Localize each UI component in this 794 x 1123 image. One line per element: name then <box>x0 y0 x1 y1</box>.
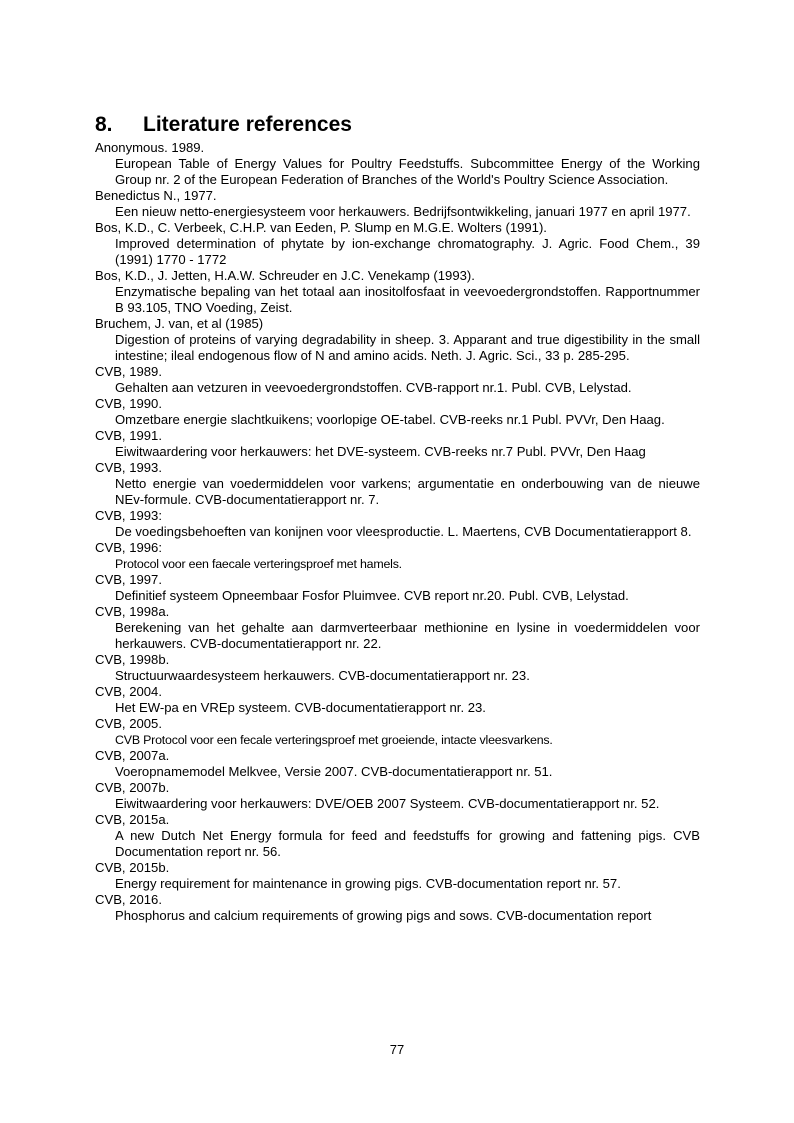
reference-entry <box>95 268 700 316</box>
reference-author: CVB, 2007b. <box>95 780 170 795</box>
section-number: 8. <box>95 113 113 136</box>
reference-author: CVB, 1993. <box>95 460 162 475</box>
reference-title: Digestion of proteins of varying degradability in sheep. 3. Apparant and true digestibility in the small intestine; ileal endogenous flow of N and amino acids. Neth. J. Agric. Sci., 33 p. 285-295. <box>115 332 700 363</box>
reference-author: Bos, K.D., J. Jetten, H.A.W. Schreuder en J.C. Venekamp (1993). <box>95 268 475 283</box>
reference-author: CVB, 1998a. <box>95 604 170 619</box>
reference-entry <box>95 604 700 652</box>
reference-title: European Table of Energy Values for Poultry Feedstuffs. Subcommittee Energy of the Working Group nr. 2 of the European Federation of Branches of the World's Poultry Science Association. <box>115 156 700 187</box>
reference-entry <box>95 780 700 812</box>
reference-title: Eiwitwaardering voor herkauwers: het DVE-systeem. CVB-reeks nr.7 Publ. PVVr, Den Haag <box>115 444 646 459</box>
reference-title: Structuurwaardesysteem herkauwers. CVB-documentatierapport nr. 23. <box>115 668 530 683</box>
reference-title: Improved determination of phytate by ion-exchange chromatography. J. Agric. Food Chem., 39 (1991) 1770 - 1772 <box>115 236 700 267</box>
reference-title: CVB Protocol voor een fecale verteringsproef met groeiende, intacte vleesvarkens. <box>115 733 553 747</box>
reference-entry <box>95 684 700 716</box>
reference-entry <box>95 892 700 924</box>
section-title: Literature references <box>143 113 352 136</box>
reference-author: CVB, 1991. <box>95 428 162 443</box>
reference-entry <box>95 812 700 860</box>
reference-author: Benedictus N., 1977. <box>95 188 217 203</box>
reference-title: Het EW-pa en VREp systeem. CVB-documentatierapport nr. 23. <box>115 700 486 715</box>
reference-author: CVB, 1997. <box>95 572 162 587</box>
reference-title: Phosphorus and calcium requirements of growing pigs and sows. CVB-documentation report <box>115 908 652 923</box>
reference-title: Netto energie van voedermiddelen voor varkens; argumentatie en onderbouwing van de nieuwe NEv-formule. CVB-documentatierapport nr. 7. <box>115 476 700 507</box>
reference-list <box>95 140 700 924</box>
reference-author: CVB, 2005. <box>95 716 162 731</box>
reference-title: Omzetbare energie slachtkuikens; voorlopige OE-tabel. CVB-reeks nr.1 Publ. PVVr, Den Haag. <box>115 412 665 427</box>
reference-entry <box>95 460 700 508</box>
reference-author: CVB, 2016. <box>95 892 162 907</box>
reference-entry <box>95 652 700 684</box>
reference-title: A new Dutch Net Energy formula for feed and feedstuffs for growing and fattening pigs. CVB Documentation report nr. 56. <box>115 828 700 859</box>
reference-title: Enzymatische bepaling van het totaal aan inositolfosfaat in veevoedergrondstoffen. Rapportnummer B 93.105, TNO Voeding, Zeist. <box>115 284 700 315</box>
reference-entry <box>95 428 700 460</box>
reference-title: Berekening van het gehalte aan darmverteerbaar methionine en lysine in voedermiddelen voor herkauwers. CVB-documentatierapport nr. 22. <box>115 620 700 651</box>
reference-title: De voedingsbehoeften van konijnen voor vleesproductie. L. Maertens, CVB Documentatierapport 8. <box>115 524 692 539</box>
reference-author: CVB, 1989. <box>95 364 162 379</box>
reference-title: Gehalten aan vetzuren in veevoedergrondstoffen. CVB-rapport nr.1. Publ. CVB, Lelystad. <box>115 380 632 395</box>
reference-author: CVB, 1996: <box>95 540 162 555</box>
reference-entry <box>95 364 700 396</box>
reference-entry <box>95 140 700 188</box>
reference-entry <box>95 188 700 220</box>
reference-entry <box>95 540 700 572</box>
reference-title: Voeropnamemodel Melkvee, Versie 2007. CVB-documentatierapport nr. 51. <box>115 764 553 779</box>
reference-title: Definitief systeem Opneembaar Fosfor Pluimvee. CVB report nr.20. Publ. CVB, Lelystad. <box>115 588 629 603</box>
reference-author: CVB, 1998b. <box>95 652 170 667</box>
reference-author: Anonymous. 1989. <box>95 140 205 155</box>
reference-author: CVB, 1993: <box>95 508 162 523</box>
reference-title: Protocol voor een faecale verteringsproef met hamels. <box>115 557 402 571</box>
reference-author: Bos, K.D., C. Verbeek, C.H.P. van Eeden, P. Slump en M.G.E. Wolters (1991). <box>95 220 547 235</box>
reference-entry <box>95 860 700 892</box>
reference-entry <box>95 316 700 364</box>
reference-author: Bruchem, J. van, et al (1985) <box>95 316 264 331</box>
reference-entry <box>95 716 700 748</box>
reference-author: CVB, 2015b. <box>95 860 170 875</box>
reference-entry <box>95 572 700 604</box>
reference-entry <box>95 396 700 428</box>
reference-title: Eiwitwaardering voor herkauwers: DVE/OEB 2007 Systeem. CVB-documentatierapport nr. 52. <box>115 796 660 811</box>
reference-title: Energy requirement for maintenance in growing pigs. CVB-documentation report nr. 57. <box>115 876 621 891</box>
reference-entry <box>95 748 700 780</box>
reference-entry <box>95 508 700 540</box>
reference-author: CVB, 2004. <box>95 684 162 699</box>
page-number: 77 <box>389 1042 405 1057</box>
section-heading <box>95 112 352 138</box>
reference-author: CVB, 1990. <box>95 396 162 411</box>
reference-entry <box>95 220 700 268</box>
reference-author: CVB, 2007a. <box>95 748 170 763</box>
reference-title: Een nieuw netto-energiesysteem voor herkauwers. Bedrijfsontwikkeling, januari 1977 en april 1977. <box>115 204 691 219</box>
reference-author: CVB, 2015a. <box>95 812 170 827</box>
